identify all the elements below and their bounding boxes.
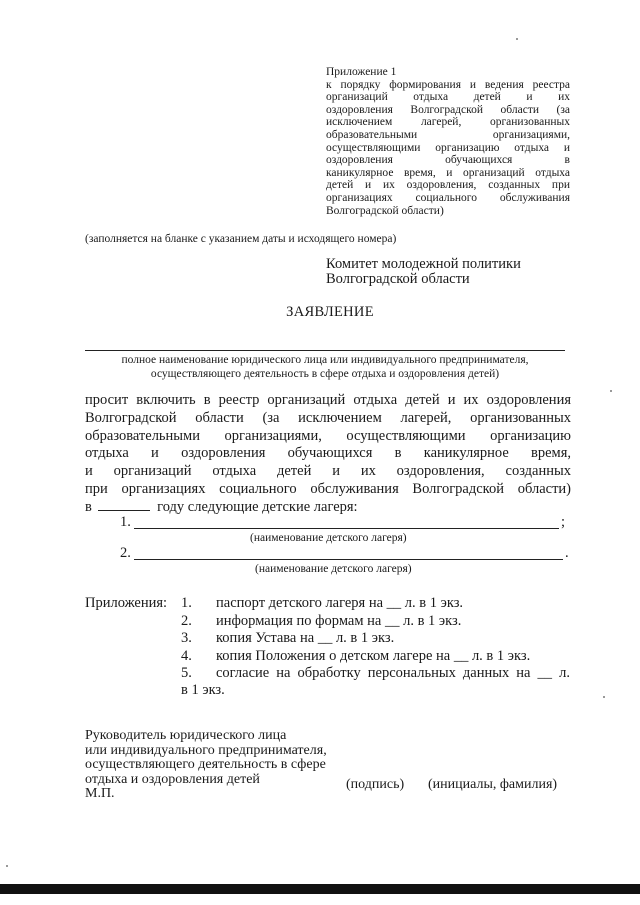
attachment-num: 3. <box>181 630 192 646</box>
appendix-line: образовательными организациями, <box>326 128 570 141</box>
letterhead-note: (заполняется на бланке с указанием даты и исходящего номера) <box>85 233 397 245</box>
body-line: и организаций отдыха детей и их оздоровления, созданных <box>85 463 571 480</box>
scan-edge-bar <box>0 884 640 894</box>
signature-label: (подпись) <box>346 777 405 792</box>
body-line: образовательными организациями, осуществляющими организацию <box>85 427 571 444</box>
signature-line: или индивидуального предпринимателя, <box>85 742 327 758</box>
body-line: при организациях социального обслуживания Волгоградской области) <box>85 480 571 497</box>
scan-speck <box>603 696 605 698</box>
appendix-line: Волгоградской области) <box>326 204 444 217</box>
scan-speck <box>610 390 612 392</box>
attachment-num: 2. <box>181 613 192 629</box>
addressee <box>326 257 521 287</box>
applicant-caption <box>85 353 565 381</box>
appendix-block <box>326 66 570 217</box>
appendix-line: исключением лагерей, организованных <box>326 116 570 129</box>
signature-line: осуществляющего деятельность в сфере <box>85 757 326 773</box>
year-line <box>85 498 485 517</box>
appendix-line: осуществляющими организацию отдыха и <box>326 141 570 154</box>
scan-speck <box>6 865 8 867</box>
year-prefix: в <box>85 499 92 515</box>
attachments-label: Приложения: <box>85 595 168 611</box>
scan-speck <box>516 38 518 40</box>
attachment-text-cont: в 1 экз. <box>181 682 225 698</box>
attachment-text: согласие на обработку персональных данных на __ л. <box>216 665 570 681</box>
attachment-text: паспорт детского лагеря на __ л. в 1 экз. <box>216 595 464 611</box>
body-paragraph <box>85 392 571 499</box>
camp-end-mark: ; <box>561 514 566 530</box>
year-blank[interactable] <box>98 498 150 511</box>
appendix-line: оздоровления Волгоградской области (за <box>326 103 570 116</box>
camp-end-mark: . <box>565 545 569 561</box>
appendix-line: оздоровления обучающихся в <box>326 154 570 167</box>
appendix-line: детей и их оздоровления, созданных при <box>326 179 570 192</box>
attachment-text: копия Устава на __ л. в 1 экз. <box>216 630 395 646</box>
camp-name-line[interactable] <box>134 559 563 560</box>
addressee-line: Волгоградской области <box>326 271 470 287</box>
camp-name-line[interactable] <box>134 528 559 529</box>
attachment-num: 5. <box>181 665 192 681</box>
year-suffix: году следующие детские лагеря: <box>157 499 358 515</box>
applicant-caption-line: осуществляющего деятельность в сфере отдыха и оздоровления детей) <box>150 368 500 380</box>
camp-caption: (наименование детского лагеря) <box>250 532 407 544</box>
signature-line: отдыха и оздоровления детей <box>85 771 260 787</box>
attachment-num: 1. <box>181 595 192 611</box>
attachment-text: копия Положения о детском лагере на __ л. в 1 экз. <box>216 648 531 664</box>
page-title: ЗАЯВЛЕНИЕ <box>286 304 374 320</box>
camp-caption: (наименование детского лагеря) <box>255 563 412 575</box>
applicant-name-line <box>85 350 565 351</box>
attachment-text: информация по формам на __ л. в 1 экз. <box>216 613 462 629</box>
appendix-line: организаций отдыха детей и их <box>326 91 570 104</box>
applicant-caption-line: полное наименование юридического лица или индивидуального предпринимателя, <box>121 354 529 366</box>
body-line: Волгоградской области (за исключением лагерей, организованных <box>85 409 571 426</box>
signature-line: Руководитель юридического лица <box>85 728 287 743</box>
appendix-line: организациях социального обслуживания <box>326 191 570 204</box>
name-label: (инициалы, фамилия) <box>428 777 558 792</box>
camp-num: 2. <box>120 545 131 561</box>
addressee-line: Комитет молодежной политики <box>326 256 521 272</box>
appendix-line: к порядку формирования и ведения реестра <box>326 78 570 91</box>
appendix-line: каникулярное время, и организаций отдыха <box>326 166 570 179</box>
body-line: просит включить в реестр организаций отдыха детей и их оздоровления <box>85 392 571 408</box>
signature-block <box>85 729 327 802</box>
body-line: отдыха и оздоровления обучающихся в каникулярное время, <box>85 445 571 462</box>
stamp-place: М.П. <box>85 786 115 802</box>
camp-num: 1. <box>120 514 131 530</box>
appendix-title: Приложение 1 <box>326 66 397 78</box>
attachment-num: 4. <box>181 648 192 664</box>
